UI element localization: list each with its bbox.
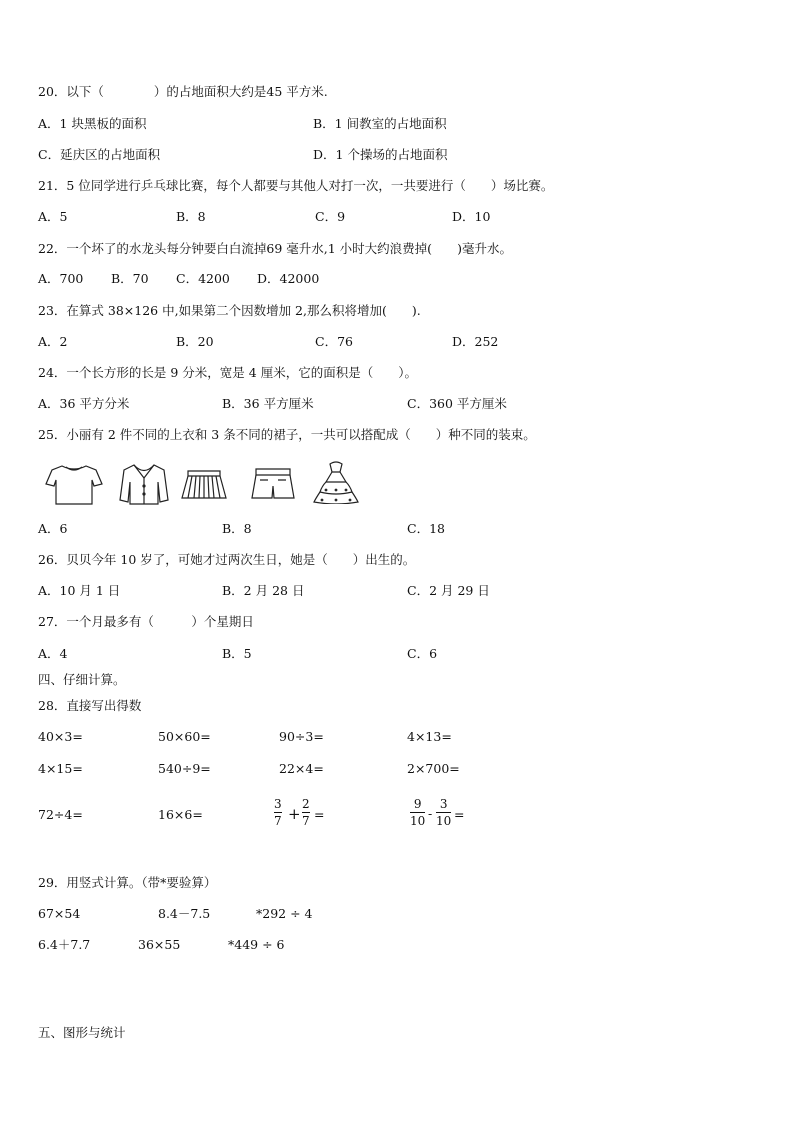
q27-stem: 27．一个月最多有（ ）个星期日 [38, 614, 254, 629]
vertical-calc-item: *292 ÷ 4 [256, 906, 313, 921]
calc-item: 22×4= [279, 761, 324, 776]
q22-option-d: D．42000 [257, 271, 320, 286]
q26-option-b: B．2 月 28 日 [222, 583, 305, 598]
calc-item: 4×13= [407, 729, 452, 744]
vertical-calc-item: 8.4－7.5 [158, 906, 211, 921]
fraction: 9 10 [410, 797, 426, 828]
q29-stem: 29．用竖式计算。（带*要验算） [38, 875, 217, 890]
shirt-illustration [44, 462, 104, 506]
q24-option-c: C．360 平方厘米 [407, 396, 507, 411]
q26-stem: 26．贝贝今年 10 岁了，可她才过两次生日，她是（ ）出生的。 [38, 552, 416, 567]
pleated-skirt-illustration [180, 468, 228, 502]
q20-option-a: A．1 块黑板的面积 [38, 116, 147, 131]
q20-option-d: D．1 个操场的占地面积 [313, 147, 448, 162]
q21-stem: 21．5 位同学进行乒乓球比赛，每个人都要与其他人对打一次，一共要进行（ ）场比赛。 [38, 178, 554, 193]
blouse-illustration [118, 462, 170, 506]
ruffled-skirt-illustration [312, 460, 360, 504]
calc-item: 540÷9= [158, 761, 211, 776]
fraction: 2 7 [302, 797, 310, 828]
section5-heading: 五、图形与统计 [38, 1025, 126, 1040]
q22-option-a: A．700 [38, 271, 84, 286]
q27-option-c: C．6 [407, 646, 438, 661]
q25-option-c: C．18 [407, 521, 445, 536]
calc-item: 90÷3= [279, 729, 324, 744]
q24-option-a: A．36 平方分米 [38, 396, 130, 411]
q20-option-b: B．1 间教室的占地面积 [313, 116, 447, 131]
q26-option-a: A．10 月 1 日 [38, 583, 121, 598]
vertical-calc-item: 67×54 [38, 906, 81, 921]
q22-option-b: B．70 [111, 271, 149, 286]
q23-option-c: C．76 [315, 334, 353, 349]
q21-option-a: A．5 [38, 209, 68, 224]
q22-option-c: C．4200 [176, 271, 230, 286]
minus-operator: - [428, 806, 433, 821]
q25-stem: 25．小丽有 2 件不同的上衣和 3 条不同的裙子，一共可以搭配成（ ）种不同的装束。 [38, 427, 536, 442]
q23-option-b: B．20 [176, 334, 214, 349]
section4-heading: 四、仔细计算。 [38, 672, 126, 687]
q20-stem: 20．以下（ ）的占地面积大约是45 平方米. [38, 84, 328, 99]
q28-stem: 28．直接写出得数 [38, 698, 142, 713]
q21-option-b: B．8 [176, 209, 206, 224]
calc-item: 16×6= [158, 807, 203, 822]
q25-option-a: A．6 [38, 521, 68, 536]
calc-item: 40×3= [38, 729, 83, 744]
equals-sign: = [454, 807, 465, 822]
q21-option-d: D．10 [452, 209, 491, 224]
fraction: 3 7 [274, 797, 282, 828]
shorts-skirt-illustration [248, 466, 298, 502]
q27-option-b: B．5 [222, 646, 252, 661]
equals-sign: = [314, 807, 325, 822]
plus-operator: + [288, 805, 301, 823]
vertical-calc-item: *449 ÷ 6 [228, 937, 285, 952]
q27-option-a: A．4 [38, 646, 68, 661]
q22-stem: 22．一个坏了的水龙头每分钟要白白流掉69 毫升水,1 小时大约浪费掉( )毫升水。 [38, 241, 512, 256]
q23-option-a: A．2 [38, 334, 68, 349]
calc-item: 2×700= [407, 761, 460, 776]
q24-stem: 24．一个长方形的长是 9 分米，宽是 4 厘米，它的面积是（ ）。 [38, 365, 417, 380]
calc-item: 50×60= [158, 729, 211, 744]
q25-option-b: B．8 [222, 521, 252, 536]
vertical-calc-item: 6.4＋7.7 [38, 937, 91, 952]
q20-option-c: C．延庆区的占地面积 [38, 147, 161, 162]
q26-option-c: C．2 月 29 日 [407, 583, 490, 598]
q23-stem: 23．在算式 38×126 中,如果第二个因数增加 2,那么积将增加( ). [38, 303, 421, 318]
q21-option-c: C．9 [315, 209, 346, 224]
fraction: 3 10 [436, 797, 452, 828]
calc-item: 4×15= [38, 761, 83, 776]
vertical-calc-item: 36×55 [138, 937, 181, 952]
q24-option-b: B．36 平方厘米 [222, 396, 314, 411]
calc-item: 72÷4= [38, 807, 83, 822]
q23-option-d: D．252 [452, 334, 499, 349]
